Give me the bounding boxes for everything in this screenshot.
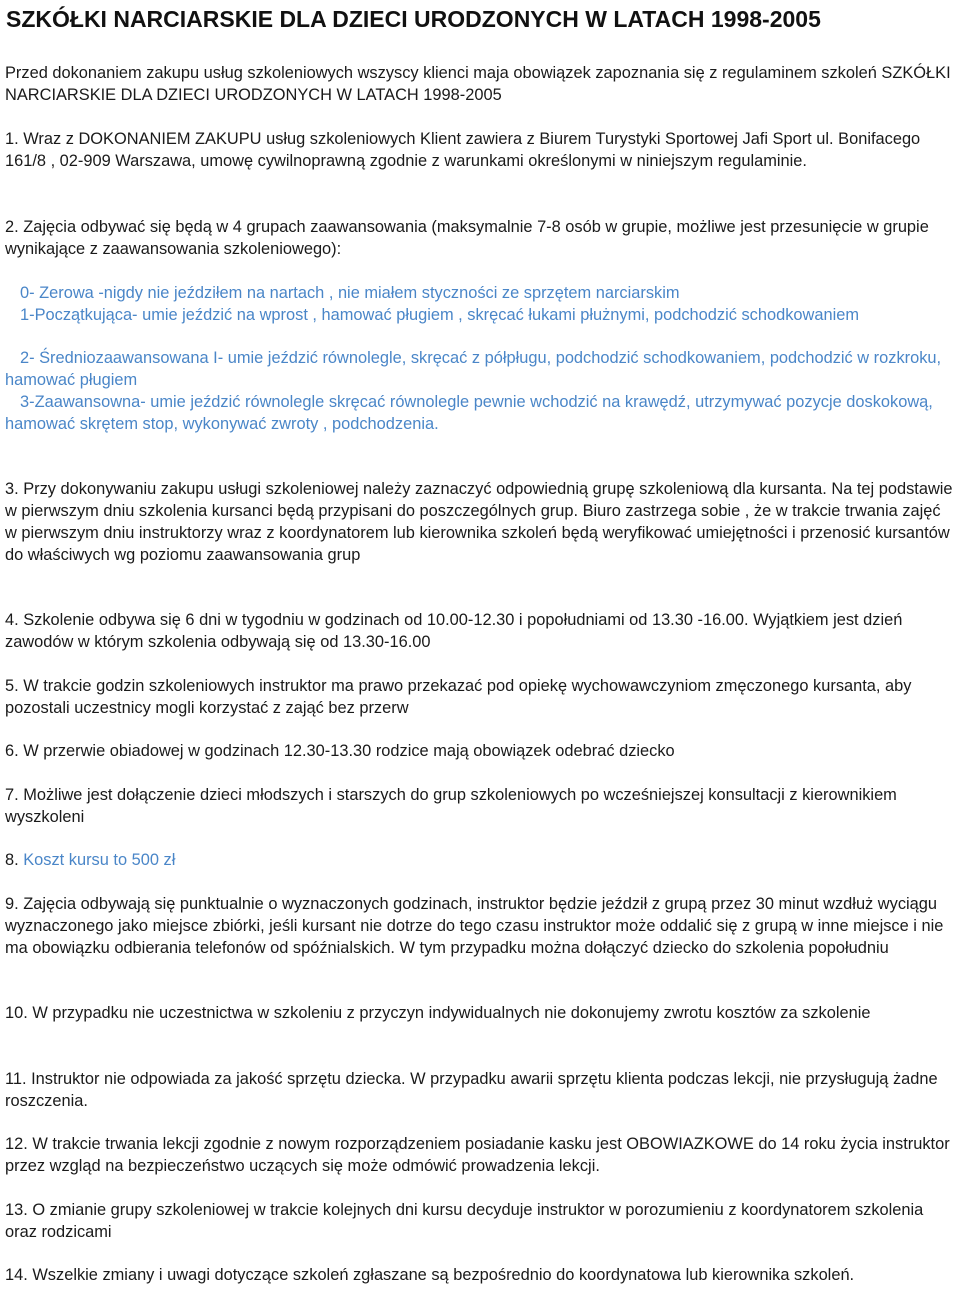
level-2	[5, 347, 955, 391]
rule-3: 3. Przy dokonywaniu zakupu usługi szkoleniowej należy zaznaczyć odpowiednią grupę szkoleniową dla kursanta. Na tej podstawie w pierwszym dniu szkolenia kursanci będą przypisani do poszczególnych grup. Biuro zastrzega sobie , że w trakcie trwania zajęć w pierwszym dniu instruktorzy wraz z koordynatorem lub kierownika szkoleń będą weryfikować umiejętności i przenosić kursantów do właściwych wg poziomu zaawansowania grup	[5, 480, 953, 564]
level-3-text: 3-Zaawansowna- umie jeździć równolegle skręcać równolegle pewnie wchodzić na krawędź, utrzymywać pozycje doskokową, hamować skrętem stop, wykonywać zwroty , podchodzenia.	[5, 393, 933, 433]
level-1	[5, 304, 955, 326]
rule-7: 7. Możliwe jest dołączenie dzieci młodszych i starszych do grup szkoleniowych po wcześniejszej konsultacji z kierownikiem wyszkoleni	[5, 786, 897, 826]
rule-2: 2. Zajęcia odbywać się będą w 4 grupach zaawansowania (maksymalnie 7-8 osób w grupie, możliwe jest przesunięcie w grupie wynikające z zaawansowania szkoleniowego):	[5, 218, 929, 258]
level-0	[5, 282, 955, 304]
rule-5: 5. W trakcie godzin szkoleniowych instruktor ma prawo przekazać pod opiekę wychowawczyniom zmęczonego kursanta, aby pozostali uczestnicy mogli korzystać z zająć bez przerw	[5, 677, 912, 717]
rule-1: 1. Wraz z DOKONANIEM ZAKUPU usług szkoleniowych Klient zawiera z Biurem Turystyki Sportowej Jafi Sport ul. Bonifacego 161/8 , 02-909 Warszawa, umowę cywilnoprawną zgodnie z warunkami określonymi w niniejszym regulaminie.	[5, 130, 921, 170]
rule-8-number: 8.	[5, 851, 24, 869]
intro-paragraph: Przed dokonaniem zakupu usług szkoleniowych wszyscy klienci maja obowiązek zapoznania się z regulaminem szkoleń SZKÓŁKI NARCIARSKIE DLA DZIECI URODZONYCH W LATACH 1998-2005	[5, 64, 951, 104]
course-price: Koszt kursu to 500 zł	[23, 851, 176, 869]
level-0-text: 0- Zerowa -nigdy nie jeździłem na nartach , nie miałem styczności ze sprzętem narciarskim	[20, 284, 680, 302]
rule-14: 14. Wszelkie zmiany i uwagi dotyczące szkoleń zgłaszane są bezpośrednio do koordynatowa lub kierownika szkoleń.	[5, 1266, 855, 1284]
level-1-text: 1-Początkująca- umie jeździć na wprost , hamować pługiem , skręcać łukami płużnymi, podchodzić schodkowaniem	[20, 306, 860, 324]
level-3	[5, 391, 955, 435]
rule-12: 12. W trakcie trwania lekcji zgodnie z nowym rozporządzeniem posiadanie kasku jest OBOWIAZKOWE do 14 roku życia instruktor przez wzgląd na bezpieczeństwo uczących się może odmówić prowadzenia lekcji.	[5, 1135, 950, 1175]
rule-11: 11. Instruktor nie odpowiada za jakość sprzętu dziecka. W przypadku awarii sprzętu klienta podczas lekcji, nie przysługują żadne roszczenia.	[5, 1070, 938, 1110]
rule-6: 6. W przerwie obiadowej w godzinach 12.30-13.30 rodzice mają obowiązek odebrać dziecko	[5, 742, 675, 760]
rule-4: 4. Szkolenie odbywa się 6 dni w tygodniu w godzinach od 10.00-12.30 i popołudniami od 13.30 -16.00. Wyjątkiem jest dzień zawodów w którym szkolenia odbywają się od 13.30-16.00	[5, 611, 903, 651]
level-2-text: 2- Średniozaawansowana I- umie jeździć równolegle, skręcać z półpługu, podchodzić schodkowaniem, podchodzić w rozkroku, hamować pługiem	[5, 349, 942, 389]
rule-13: 13. O zmianie grupy szkoleniowej w trakcie kolejnych dni kursu decyduje instruktor w porozumieniu z koordynatorem szkolenia oraz rodzicami	[5, 1201, 924, 1241]
rule-10: 10. W przypadku nie uczestnictwa w szkoleniu z przyczyn indywidualnych nie dokonujemy zwrotu kosztów za szkolenie	[5, 1004, 871, 1022]
page-title: SZKÓŁKI NARCIARSKIE DLA DZIECI URODZONYCH W LATACH 1998-2005	[6, 6, 821, 32]
rule-8	[5, 849, 955, 871]
rule-9: 9. Zajęcia odbywają się punktualnie o wyznaczonych godzinach, instruktor będzie jeździł z grupą przez 30 minut wzdłuż wyciągu wyznaczonego jako miejsce zbiórki, jeśli kursant nie dotrze do tego czasu instruktor może oddalić się z grupą w inne miejsce i nie ma obowiązku odbierania telefonów od spóźnialskich. W tym przypadku można dołączyć dziecko do szkolenia popołudniu	[5, 895, 944, 957]
